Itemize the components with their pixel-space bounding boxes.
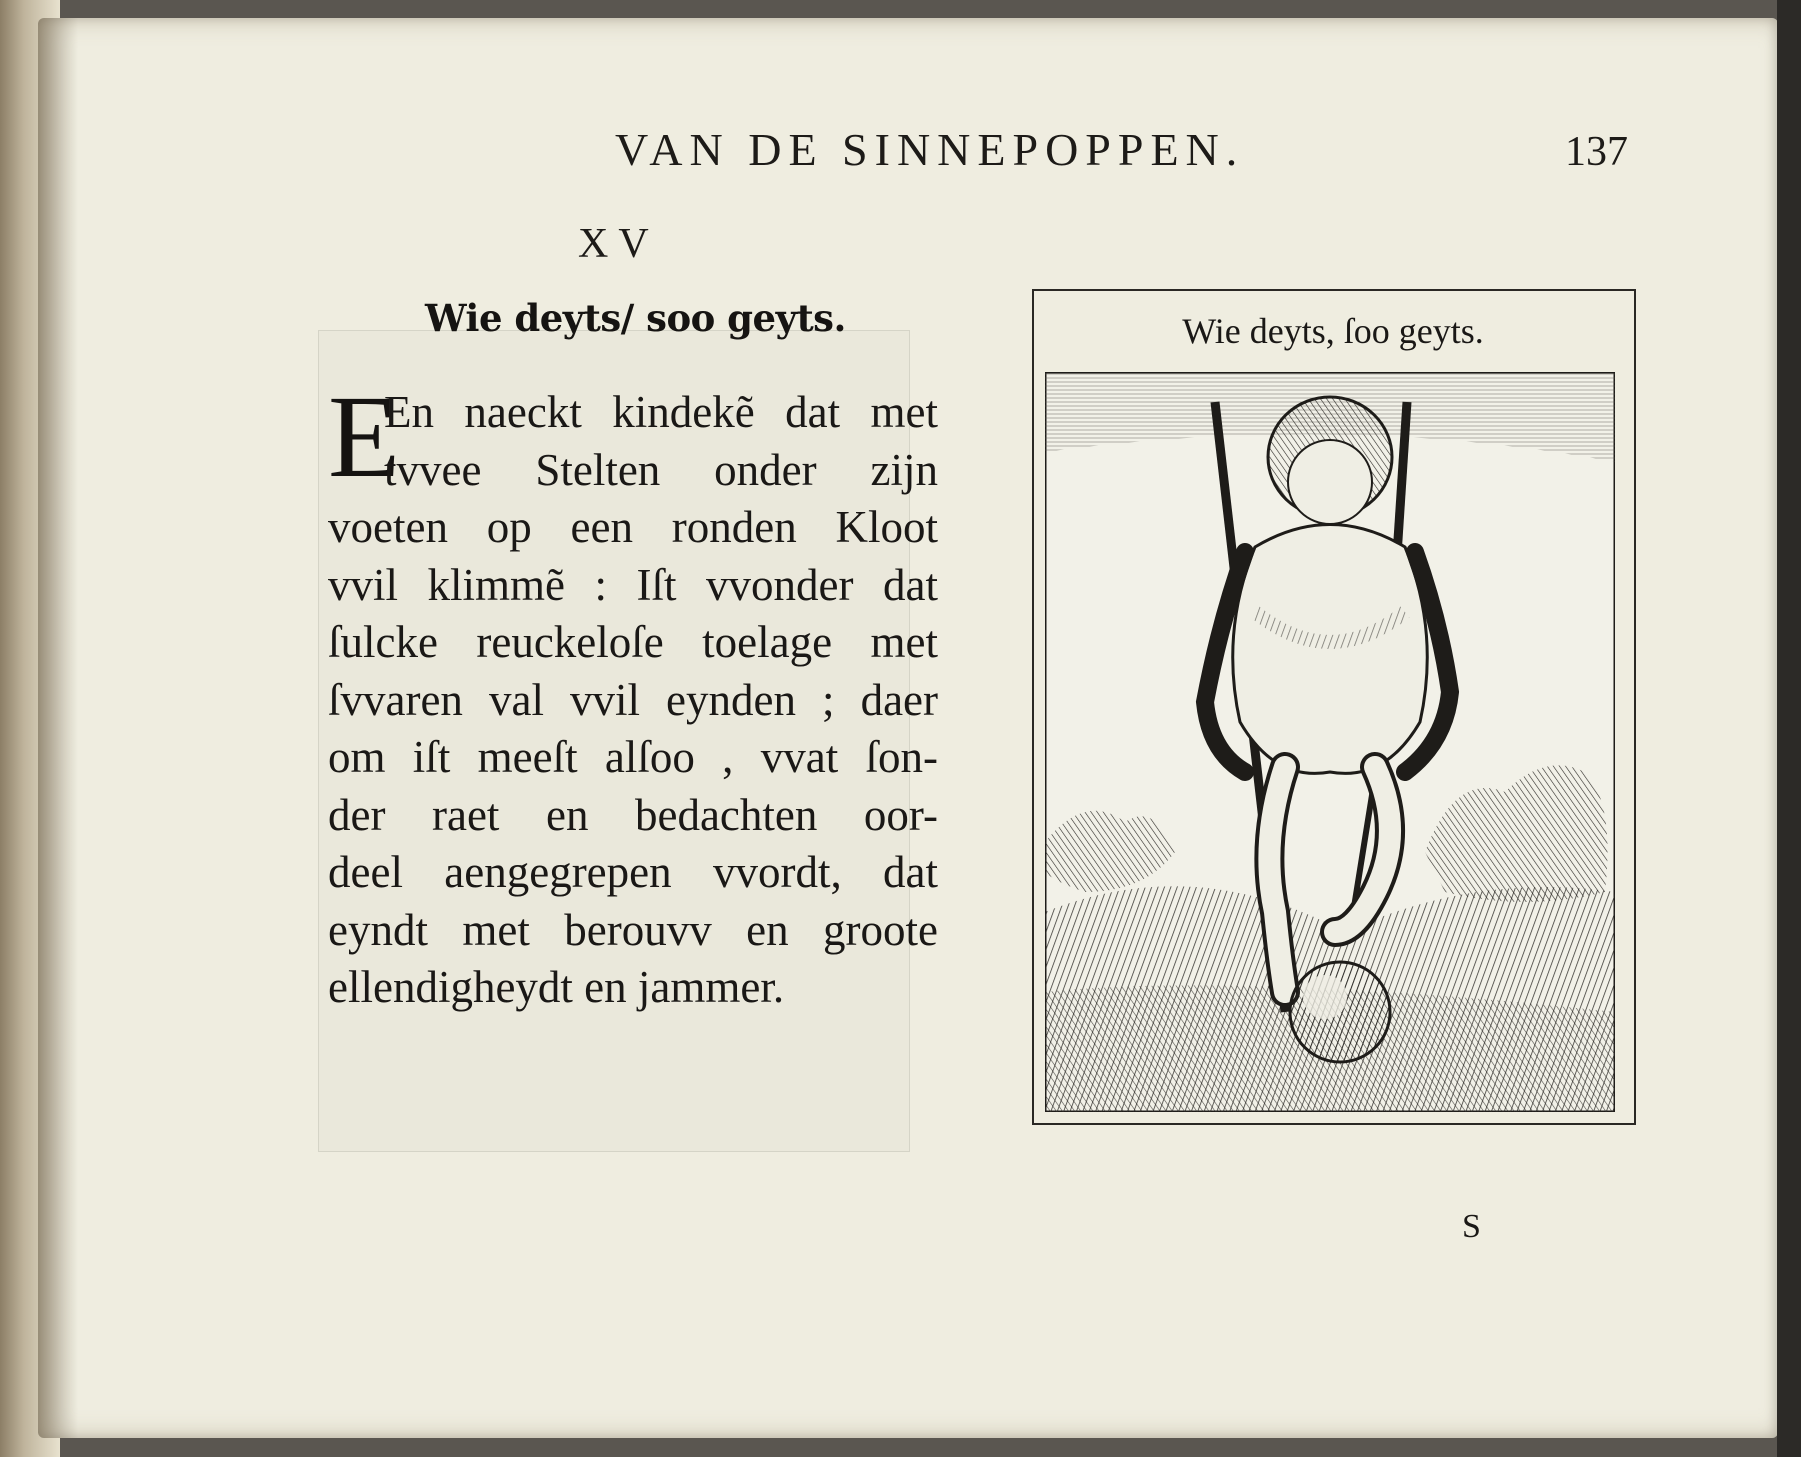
text-line: En naeckt kindekẽ dat met [384, 387, 938, 437]
emblem-motto: Wie deyts/ soo geyts. [425, 296, 846, 340]
text-line: eyndt met berouvv en groote [328, 904, 938, 955]
drop-initial: E [328, 371, 401, 502]
text-line: ſvvaren val vvil eynden ; daer [328, 674, 938, 725]
book-right-edge [1777, 0, 1801, 1457]
text-line: tvvee Stelten onder zijn [384, 444, 938, 495]
text-line: der raet en bedachten oor- [328, 789, 938, 840]
emblem-body-text [328, 371, 938, 1017]
plate-caption: Wie deyts, ſoo geyts. [1182, 311, 1484, 351]
text-line: deel aengegrepen vvordt, dat [328, 847, 938, 897]
text-line: vvil klimmẽ : Iſt vvonder dat [328, 559, 938, 610]
engraving-illustration [1045, 372, 1615, 1112]
text-line: om iſt meeſt alſoo , vvat ſon- [328, 732, 938, 782]
spine-shadow [38, 18, 78, 1438]
text-line: ſulcke reuckeloſe toelage met [328, 617, 938, 667]
running-head: VAN DE SINNEPOPPEN. [615, 124, 1245, 175]
text-line: voeten op een ronden Kloot [328, 502, 938, 552]
page-number: 137 [1565, 129, 1628, 175]
text-line: ellendigheydt en jammer. [328, 962, 785, 1012]
emblem-number: XV [578, 221, 659, 267]
signature-mark: S [1462, 1208, 1481, 1245]
